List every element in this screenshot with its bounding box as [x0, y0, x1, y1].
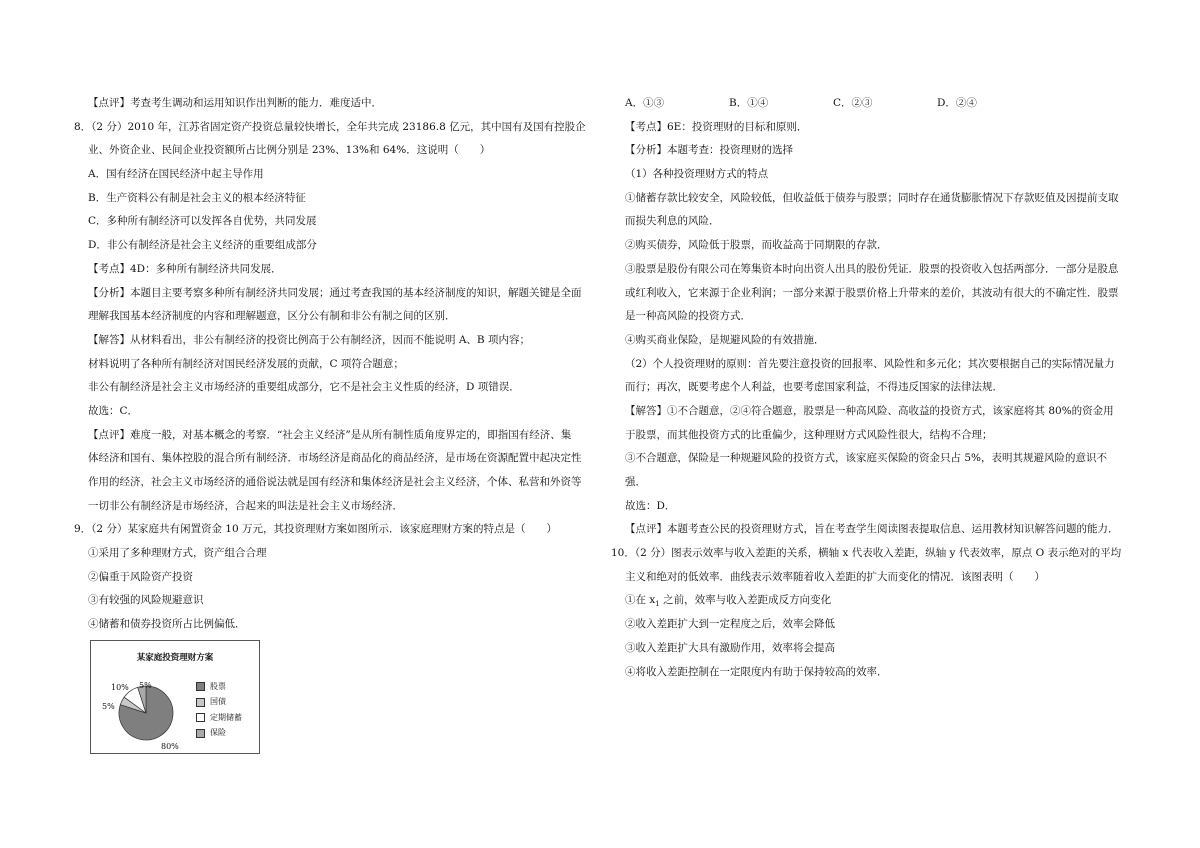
choice-a: A．①③	[625, 97, 665, 109]
choice-c: C．②③	[833, 97, 873, 109]
legend-label-insurance: 保险	[210, 728, 226, 738]
comment-line-2: 体经济和国有、集体控股的混合所有制经济．市场经济是商品化的商品经济，是市场在资源配置中起决定性	[88, 452, 582, 465]
section-2-line-1: （2）个人投资理财的原则：首先要注意投资的回报率、风险性和多元化；其次要根据自己的实际情况量力	[625, 357, 1115, 370]
option-1-prefix: ①在 x	[625, 594, 656, 607]
question-9-option-1: ①采用了多种理财方式，资产组合合理	[88, 547, 267, 560]
comment-line: 【点评】本题考查公民的投资理财方式，旨在考查学生阅读图表提取信息、运用教材知识解答问题的能力．	[625, 523, 1119, 536]
section-1-heading: （1）各种投资理财方式的特点	[625, 168, 769, 181]
legend-item-stock	[196, 679, 242, 695]
question-10-option-3: ③收入差距扩大具有激励作用，效率将会提高	[625, 641, 835, 654]
review-line: 【点评】考查考生调动和运用知识作出判断的能力．难度适中．	[88, 97, 382, 109]
comment-line-3: 作用的经济，社会主义市场经济的通俗说法就是国有经济和集体经济是社会主义经济，个体、私营和外资等	[88, 476, 582, 488]
choice-d: D．②④	[937, 97, 977, 109]
analysis-line-1: 【分析】本题目主要考察多种所有制经济共同发展；通过考查我国的基本经济制度的知识，解题关键是全面	[88, 286, 582, 299]
knowledge-point: 【考点】4D：多种所有制经济共同发展．	[88, 262, 282, 275]
question-10-option-4: ④将收入差距控制在一定限度内有助于保持较高的效率．	[625, 665, 888, 678]
knowledge-point: 【考点】6E：投资理财的目标和原则．	[625, 120, 808, 133]
question-8-stem: 8．（2 分）2010 年，江苏省固定资产投资总量较快增长，全年共完成 23186.8 亿元，其中国有及国有控股企	[74, 120, 586, 133]
question-9-option-4: ④储蓄和债券投资所占比例偏低．	[88, 618, 246, 631]
question-8-option-d: D．非公有制经济是社会主义经济的重要组成部分	[88, 239, 317, 252]
chart-legend	[196, 679, 242, 741]
pie-chart-figure	[90, 640, 260, 754]
legend-item-bond	[196, 694, 242, 710]
answer-line-1: 【解答】①不合题意，②④符合题意，股票是一种高风险、高收益的投资方式，该家庭将其 80%的资金用	[625, 404, 1114, 417]
legend-swatch-bond	[196, 698, 205, 707]
label-5pct-left: 5%	[102, 701, 115, 711]
comment-line-4: 一切非公有制经济是市场经济，合起来的叫法是社会主义市场经济．	[88, 499, 403, 512]
question-8-stem-cont: 业、外资企业、民间企业投资额所占比例分别是 23%、13%和 64%．这说明（ ）	[88, 144, 491, 157]
right-column	[611, 92, 1131, 684]
choice-line: 故选：C．	[88, 404, 139, 417]
point-2: ②购买债券，风险低于股票，而收益高于同期限的存款．	[625, 239, 888, 252]
answer-line-2: 于股票，而其他投资方式的比重偏少，这种理财方式风险性很大，结构不合理；	[625, 428, 993, 441]
question-10-option-1	[611, 589, 1131, 613]
question-9-option-3: ③有较强的风险规避意识	[88, 594, 204, 607]
point-4: ④购买商业保险，是规避风险的有效措施．	[625, 333, 825, 346]
question-10-stem-cont: 主义和绝对的低效率．曲线表示效率随着收入差距的扩大而变化的情况．该图表明（ ）	[625, 570, 1045, 583]
answer-line-2: 材料说明了各种所有制经济对国民经济发展的贡献，C 项符合题意；	[88, 357, 404, 370]
choice-b: B．①④	[729, 97, 769, 109]
analysis-line: 【分析】本题考查：投资理财的选择	[625, 144, 793, 157]
question-9-stem: 9．（2 分）某家庭共有闲置资金 10 万元，其投资理财方案如图所示．该家庭理财方案的特点是（ ）	[74, 523, 557, 536]
answer-line-3: 非公有制经济是社会主义市场经济的重要组成部分，它不是社会主义性质的经济，D 项错误．	[88, 381, 520, 394]
section-2-line-2: 而行；再次，既要考虑个人利益，也要考虑国家利益，不得违反国家的法律法规．	[625, 381, 1003, 394]
analysis-line-2: 理解我国基本经济制度的内容和理解题意，区分公有制和非公有制之间的区别．	[88, 310, 456, 323]
option-1-subscript: 1	[655, 600, 660, 609]
chart-title: 某家庭投资理财方案	[136, 652, 214, 663]
legend-item-deposit	[196, 710, 242, 726]
legend-swatch-deposit	[196, 713, 205, 722]
legend-label-bond: 国债	[210, 697, 226, 707]
question-10-option-2: ②收入差距扩大到一定程度之后，效率会降低	[625, 618, 835, 631]
left-column	[74, 92, 594, 754]
question-8-option-a: A．国有经济在国民经济中起主导作用	[88, 168, 264, 181]
point-3-line-2: 或红利收入，它来源于企业利润；一部分来源于股票价格上升带来的差价，其波动有很大的不确定性．股票	[625, 286, 1119, 299]
choice-line: 故选：D．	[625, 499, 676, 512]
question-8-option-c: C．多种所有制经济可以发挥各自优势，共同发展	[88, 215, 317, 228]
question-8-option-b: B．生产资料公有制是社会主义的根本经济特征	[88, 191, 306, 204]
question-9-choices	[611, 92, 1131, 116]
point-3-line-1: ③股票是股份有限公司在筹集资本时向出资人出具的股份凭证．股票的投资收入包括两部分．一部分是股息	[625, 262, 1119, 275]
point-1-line-2: 而损失利息的风险．	[625, 215, 720, 228]
question-9-option-2: ②偏重于风险资产投资	[88, 570, 193, 583]
legend-swatch-stock	[196, 682, 205, 691]
point-3-line-3: 是一种高风险的投资方式．	[625, 310, 751, 323]
label-5pct-top: 5%	[139, 680, 152, 690]
label-10pct: 10%	[111, 682, 129, 692]
comment-line-1: 【点评】难度一般，对基本概念的考察．“社会主义经济”是从所有制性质角度界定的，即指国有经济、集	[88, 428, 572, 441]
legend-label-stock: 股票	[210, 681, 226, 691]
answer-line-3: ③不合题意，保险是一种规避风险的投资方式，该家庭买保险的资金只占 5%，表明其规避风险的意识不	[625, 452, 1107, 465]
legend-item-insurance	[196, 725, 242, 741]
question-10-stem: 10．（2 分）图表示效率与收入差距的关系，横轴 x 代表收入差距，纵轴 y 代表效率，原点 O 表示绝对的平均	[611, 547, 1122, 560]
answer-line-4: 强．	[625, 476, 646, 488]
legend-label-deposit: 定期储蓄	[210, 712, 242, 722]
answer-line-1: 【解答】从材料看出，非公有制经济的投资比例高于公有制经济，因而不能说明 A、B 项内容；	[88, 333, 530, 346]
point-1-line-1: ①储蓄存款比较安全，风险较低，但收益低于债券与股票；同时存在通货膨胀情况下存款贬值及因提前支取	[625, 191, 1119, 204]
legend-swatch-insurance	[196, 729, 205, 738]
option-1-suffix: 之前，效率与收入差距成反方向变化	[659, 594, 832, 607]
label-80pct: 80%	[161, 741, 179, 751]
